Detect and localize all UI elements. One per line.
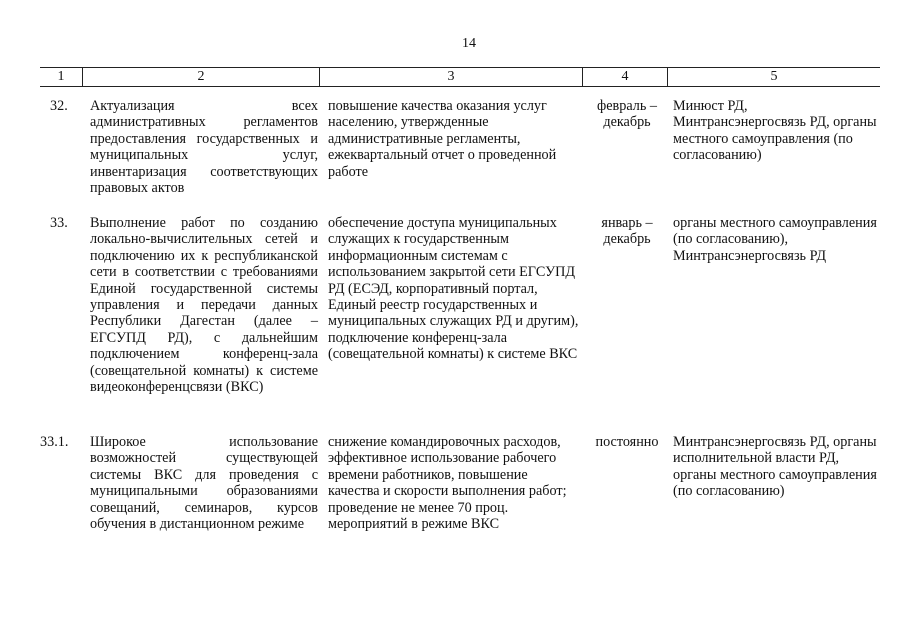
row-result: снижение командировочных расходов, эффективное использование рабочего времени работников, повышение качества и скорости выполнения работ; проведение не менее 70 проц. мероприятий в режиме ВКС	[328, 434, 567, 533]
row-responsible: Минюст РД, Минтрансэнергосвязь РД, органы местного самоуправления (по согласованию)	[673, 98, 877, 164]
row-number: 32.	[50, 98, 68, 114]
row-action: Широкое использование возможностей существующей системы ВКС для проведения с муниципальными образованиями совещаний, семинаров, курсов обучения в дистанционном режиме	[90, 434, 318, 533]
row-result: обеспечение доступа муниципальных служащих к государственным информационным системам с использованием закрытой сети ЕГСУПД РД (ЕСЭД, корпоративный портал, Единый реестр государственных и муниципальных служащих РД и другим), подключение конференц-зала (совещательной комнаты) к системе ВКС	[328, 215, 579, 363]
row-action: Актуализация всех административных регламентов предоставления государственных и муниципальных услуг, инвентаризация соответствующих правовых актов	[90, 98, 318, 197]
row-number: 33.1.	[40, 434, 69, 450]
header-col-4: 4	[621, 69, 629, 84]
header-col-2: 2	[197, 69, 205, 84]
table-header	[40, 67, 880, 87]
header-col-5: 5	[770, 69, 778, 84]
page-number: 14	[462, 36, 476, 51]
row-term: январь – декабрь	[601, 215, 653, 248]
row-responsible: Минтрансэнергосвязь РД, органы исполнительной власти РД, органы местного самоуправления (по согласованию)	[673, 434, 877, 500]
row-responsible: органы местного самоуправления (по согласованию), Минтрансэнергосвязь РД	[673, 215, 877, 264]
header-col-3: 3	[447, 69, 455, 84]
row-result: повышение качества оказания услуг населению, утвержденные административные регламенты, ежеквартальный отчет о проведенной работе	[328, 98, 557, 180]
row-action: Выполнение работ по созданию локально-вычислительных сетей и подключению их к республиканской сети в соответствии с требованиями Единой государственной системы управления и передачи данных Республики Дагестан (далее – ЕГСУПД РД), с дальнейшим подключением конференц-зала (совещательной комнаты) к системе видеоконференцсвязи (ВКС)	[90, 215, 318, 396]
header-col-1: 1	[57, 69, 65, 84]
row-number: 33.	[50, 215, 68, 231]
row-term: постоянно	[595, 434, 659, 450]
row-term: февраль – декабрь	[597, 98, 657, 131]
